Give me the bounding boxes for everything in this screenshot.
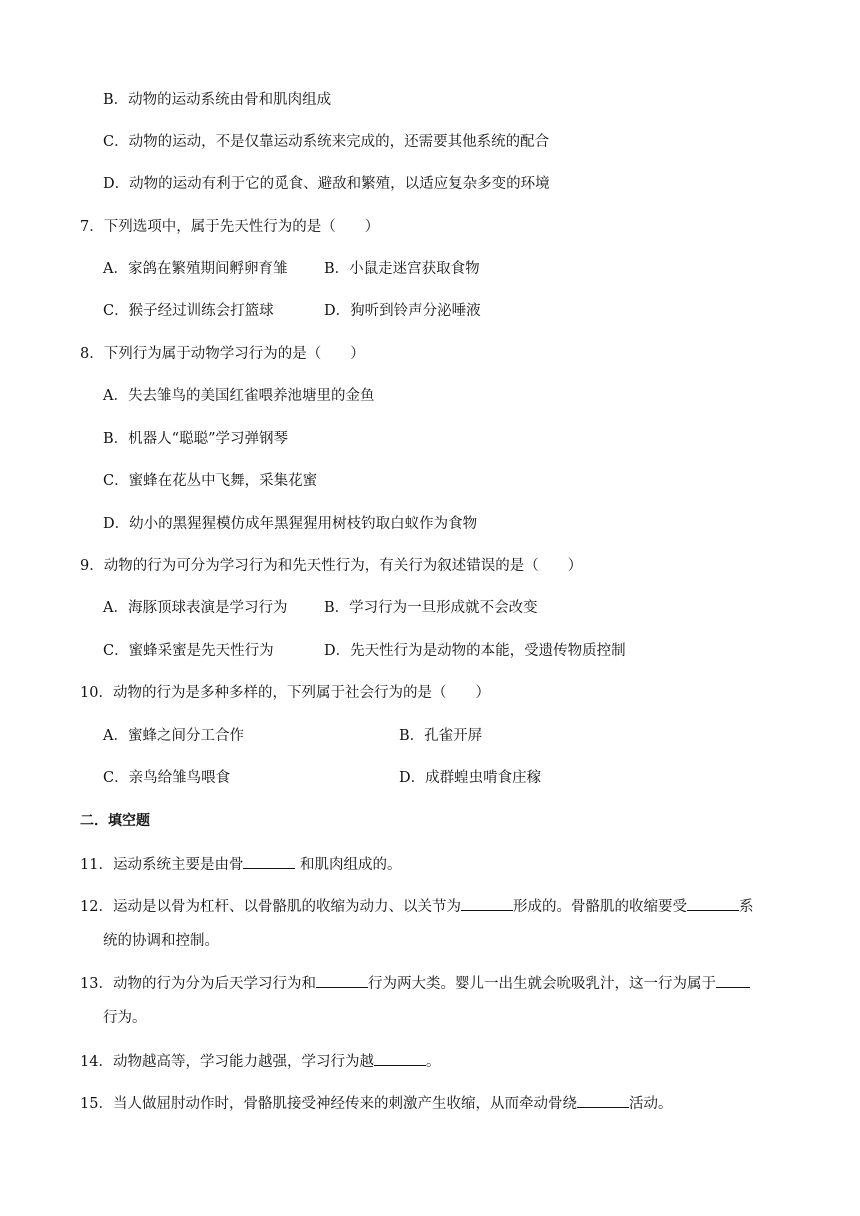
q10-option-d: D．成群蝗虫啃食庄稼 (399, 770, 542, 786)
q7-option-c: C．猴子经过训练会打篮球 (103, 303, 274, 319)
q10-option-c: C．亲鸟给雏鸟喂食 (103, 770, 231, 786)
q15 (80, 1093, 672, 1114)
q12-line-2: 统的协调和控制。 (103, 933, 219, 949)
q14 (80, 1051, 440, 1072)
q12-line-1 (80, 896, 753, 917)
q11-blank[interactable] (243, 854, 295, 869)
q11-text-2: 和肌肉组成的。 (295, 857, 402, 873)
q8-option-d: D．幼小的黑猩猩模仿成年黑猩猩用树枝钓取白蚁作为食物 (103, 516, 478, 532)
q10-option-b: B．孔雀开屏 (399, 728, 483, 744)
q7-stem: 7．下列选项中，属于先天性行为的是（ ） (80, 219, 380, 235)
q10-stem: 10．动物的行为是多种多样的，下列属于社会行为的是（ ） (80, 685, 490, 701)
q6-option-b: B．动物的运动系统由骨和肌肉组成 (103, 92, 332, 108)
q8-option-a: A．失去雏鸟的美国红雀喂养池塘里的金鱼 (103, 388, 375, 404)
q9-option-a: A．海豚顶球表演是学习行为 (103, 600, 288, 616)
q13-line-1 (80, 973, 750, 994)
q12-blank-2[interactable] (687, 896, 739, 911)
q13-blank-2[interactable] (716, 973, 750, 988)
section-fill-in-title: 二．填空题 (80, 813, 150, 829)
q8-option-c: C．蜜蜂在花丛中飞舞，采集花蜜 (103, 473, 318, 489)
q14-text-1: 14．动物越高等，学习能力越强，学习行为越 (80, 1054, 374, 1070)
q8-option-b: B．机器人“聪聪”学习弹钢琴 (103, 431, 288, 447)
q9-option-d: D．先天性行为是动物的本能，受遗传物质控制 (324, 643, 626, 659)
q13-text-2: 行为两大类。婴儿一出生就会吮吸乳汁，这一行为属于 (367, 976, 716, 992)
q12-text-2: 形成的。骨骼肌的收缩要受 (512, 899, 687, 915)
q7-option-d: D．狗听到铃声分泌唾液 (324, 303, 481, 319)
q6-option-d: D．动物的运动有利于它的觅食、避敌和繁殖，以适应复杂多变的环境 (103, 176, 550, 192)
q10-option-a: A．蜜蜂之间分工合作 (103, 728, 244, 744)
q14-blank[interactable] (374, 1051, 426, 1066)
q13-text-1: 13．动物的行为分为后天学习行为和 (80, 976, 316, 992)
q15-text-2: 活动。 (628, 1096, 673, 1112)
q9-option-c: C．蜜蜂采蜜是先天性行为 (103, 643, 274, 659)
q13-line-2: 行为。 (103, 1010, 147, 1026)
q9-stem: 9．动物的行为可分为学习行为和先天性行为，有关行为叙述错误的是（ ） (80, 558, 583, 574)
q7-option-a: A．家鸽在繁殖期间孵卵育雏 (103, 261, 288, 277)
q12-text-3: 系 (738, 899, 754, 915)
q6-option-c: C．动物的运动，不是仅靠运动系统来完成的，还需要其他系统的配合 (103, 134, 550, 150)
q15-blank[interactable] (577, 1093, 629, 1108)
q11-text-1: 11．运动系统主要是由骨 (80, 857, 244, 873)
q15-text-1: 15．当人做屈肘动作时，骨骼肌接受神经传来的刺激产生收缩，从而牵动骨绕 (80, 1096, 577, 1112)
q11 (80, 854, 402, 875)
q12-blank-1[interactable] (461, 896, 513, 911)
q13-blank-1[interactable] (316, 973, 368, 988)
q8-stem: 8．下列行为属于动物学习行为的是（ ） (80, 346, 365, 362)
q12-text-1: 12．运动是以骨为杠杆、以骨骼肌的收缩为动力、以关节为 (80, 899, 461, 915)
q14-text-2: 。 (425, 1054, 441, 1070)
q7-option-b: B．小鼠走迷宫获取食物 (324, 261, 480, 277)
q9-option-b: B．学习行为一旦形成就不会改变 (324, 600, 538, 616)
